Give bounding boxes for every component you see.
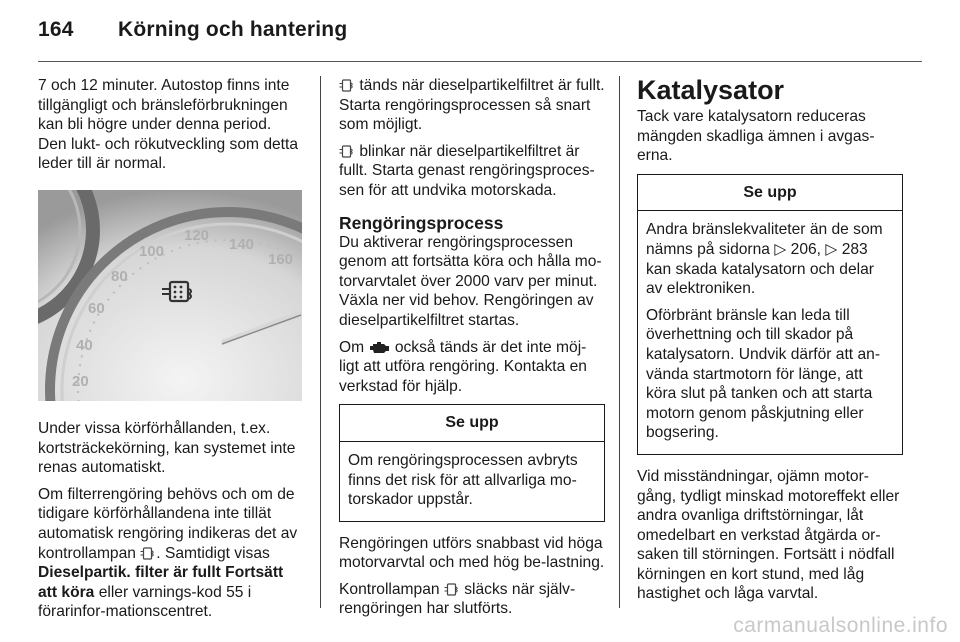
paragraph-text: eller varnings-kod 55 i förarinfor-mationscentret. (38, 583, 252, 621)
page-reference-link[interactable]: 206, (790, 240, 822, 258)
page-title: Körning och hantering (118, 18, 348, 41)
caution-box-body (340, 442, 604, 521)
section-heading: Katalysator (637, 75, 785, 105)
speed-label: 80 (111, 267, 128, 285)
header-divider (38, 61, 922, 62)
column-1 (38, 76, 304, 629)
paragraph-text: Om (339, 338, 365, 356)
speed-label: 20 (72, 372, 89, 390)
column-3 (637, 76, 903, 611)
diesel-particulate-filter-icon (339, 79, 355, 92)
diesel-particulate-filter-icon (140, 547, 156, 560)
caution-text (646, 220, 894, 298)
paragraph-text: tänds när dieselpartikelfiltret är fullt. Starta rengöringsprocessen så snart som möjligt. (339, 77, 605, 134)
paragraph (339, 142, 605, 201)
page-reference-arrow-icon: ▷ (825, 240, 838, 258)
page-header (38, 18, 347, 42)
paragraph-text: släcks när själv-rengöringen har slutförts. (339, 580, 576, 618)
column-2 (339, 76, 605, 626)
paragraph: Vid misständningar, ojämn motor-gång, tydligt minskad motoreffekt eller andra ovanliga driftstörningar, låt omedelbart en verkstad åtgärda or-saken till störningen. Fortsätt i nödfall körningen en kort stund, med låg hastighet och låga varvtal. (637, 467, 900, 603)
paragraph (339, 580, 605, 619)
paragraph-text: Kontrollampan (339, 580, 440, 598)
page-number: 164 (38, 18, 74, 41)
speed-label: 160 (268, 250, 294, 268)
caution-text: Oförbränt bränsle kan leda till överhettning och till skador på katalysatorn. Undvik därför att an-vända startmotorn för länge, att köra slut på tanken och att starta motorn genom påskjutning eller bogsering. (646, 306, 881, 442)
caution-box-title: Se upp (340, 405, 604, 442)
speed-label: 140 (229, 235, 255, 253)
speed-label: 100 (139, 242, 165, 260)
caution-box-title: Se upp (638, 175, 902, 212)
page-reference-link[interactable]: 283 (841, 240, 868, 258)
caution-box (637, 174, 903, 455)
diesel-particulate-filter-icon (444, 583, 460, 596)
paragraph: Du aktiverar rengöringsprocessen genom att fortsätta köra och hålla mo-torvarvtalet över 2000 varv per minut. Växla ner vid behov. Rengöringen av dieselpartikelfiltret startas. (339, 233, 602, 329)
caution-text-part: Andra bränslekvaliteter än de som nämns på sidorna (646, 221, 883, 258)
page-reference-arrow-icon: ▷ (774, 240, 787, 258)
watermark: carmanualsonline.info (733, 614, 948, 637)
paragraph: 7 och 12 minuter. Autostop finns inte tillgängligt och bränsleförbrukningen kan bli högre under denna period. Den lukt- och rökutveckling som detta leder till är normal. (38, 77, 299, 173)
paragraph: Rengöringen utförs snabbast vid höga motorvarvtal och med hög be-lastning. (339, 534, 605, 572)
paragraph-text: . Samtidigt visas (156, 544, 270, 562)
speed-label: 40 (76, 336, 93, 354)
caution-text: Om rengöringsprocessen avbryts finns det risk för att allvarliga mo-torskador uppstår. (348, 451, 578, 509)
paragraph (339, 338, 605, 397)
column-divider-2 (619, 76, 620, 608)
engine-warning-icon (368, 341, 390, 354)
caution-box (339, 404, 605, 521)
caution-text-part: kan skada katalysatorn och delar av elektroniken. (646, 260, 874, 298)
diesel-particulate-filter-icon (339, 145, 355, 158)
subheading: Rengöringsprocess (339, 212, 504, 233)
speed-label: 120 (184, 226, 210, 244)
caution-box-body (638, 211, 902, 454)
speed-label: 60 (88, 299, 105, 317)
paragraph-text: blinkar när dieselpartikelfiltret är fullt. Starta genast rengöringsproces-sen för att undvika motorskada. (339, 142, 595, 199)
paragraph: Under vissa körförhållanden, t.ex. kortsträckekörning, kan systemet inte renas automatiskt. (38, 419, 296, 477)
display-message: Dieselpartik. filter är fullt Fortsätt att köra (38, 564, 284, 601)
paragraph-text: också tänds är det inte möj-ligt att utföra rengöring. Kontakta en verkstad för hjälp. (339, 338, 587, 395)
column-divider-1 (320, 76, 321, 608)
paragraph (38, 485, 304, 622)
instrument-cluster-image (38, 190, 302, 401)
paragraph (339, 76, 605, 135)
paragraph-text: Om filterrengöring behövs och om de tidigare körförhållandena inte tillät automatisk rengöring indikeras det av kontrollampan (38, 485, 298, 562)
paragraph: Tack vare katalysatorn reduceras mängden skadliga ämnen i avgas-erna. (637, 108, 875, 165)
